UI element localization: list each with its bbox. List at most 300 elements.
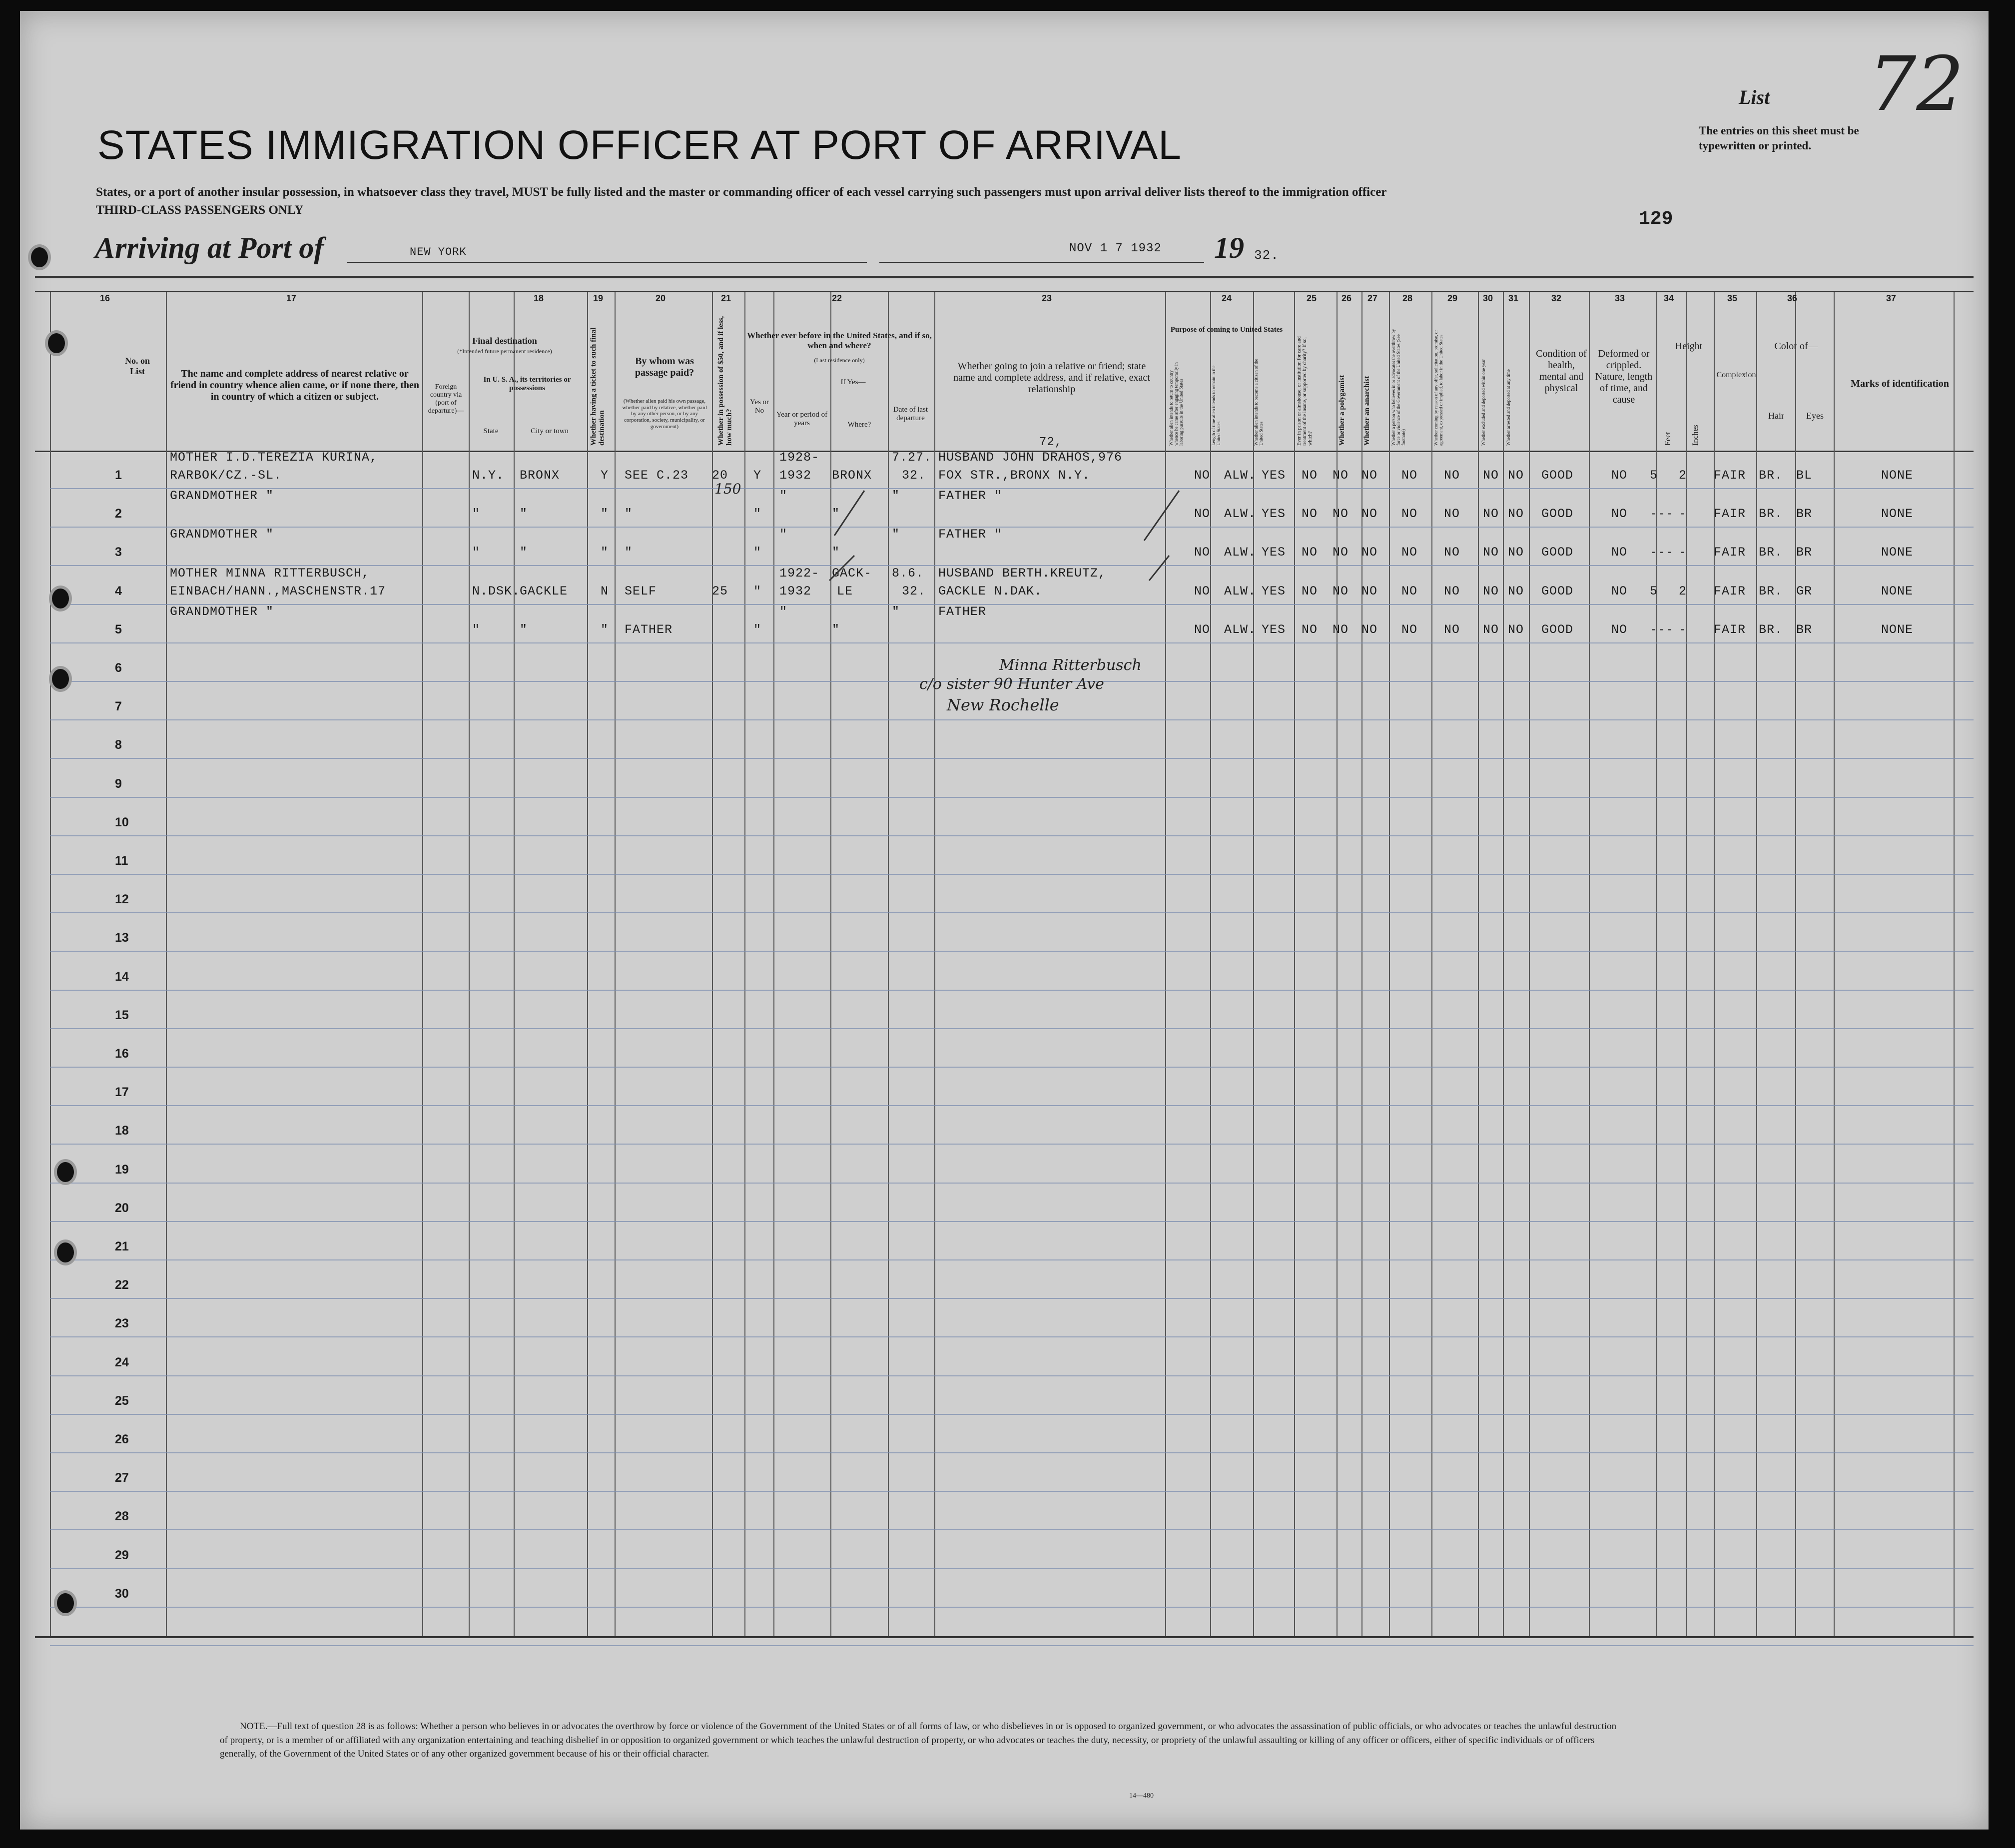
column-line <box>1294 292 1295 1636</box>
column-line <box>1478 292 1479 1636</box>
row-number: 11 <box>115 854 128 868</box>
table-top-border <box>35 276 1974 278</box>
column-number: 29 <box>1447 293 1458 303</box>
row-number: 13 <box>115 931 129 945</box>
column-line <box>1210 292 1211 1636</box>
header-by-whom-note: (Whether alien paid his own passage, whether paid by relative, whether paid by any other person, or by any corporation, society, municipality, or government) <box>622 398 707 430</box>
column-line <box>469 292 470 1636</box>
cell-marks: NONE <box>1881 468 1914 483</box>
list-label: List <box>1739 86 1770 108</box>
cell-c24b: ALW. <box>1224 507 1257 522</box>
cell-join1: HUSBAND JOHN DRAHOS,976 <box>938 450 1123 465</box>
cell-years1: " <box>779 489 788 504</box>
cell-comp: FAIR <box>1714 507 1746 522</box>
cell-c26: NO <box>1333 584 1349 599</box>
column-number: 28 <box>1402 293 1413 303</box>
cell-inch: - <box>1679 507 1687 522</box>
cell-marks: NONE <box>1881 507 1914 522</box>
header-ever-before: Whether ever before in the United States, and if so, when and where? <box>747 331 932 350</box>
cell-state: " <box>472 545 481 560</box>
cell-join1: FATHER " <box>938 489 1003 504</box>
header-inches: Inches <box>1691 425 1700 446</box>
cell-c29: NO <box>1444 584 1460 599</box>
cell-c25: NO <box>1302 507 1318 522</box>
row-line <box>50 1529 1974 1530</box>
row-number: 26 <box>115 1432 129 1446</box>
cell-feet: --- <box>1650 507 1674 522</box>
column-line <box>1834 292 1835 1636</box>
header-in-usa: In U. S. A., its territories or possessions <box>483 376 571 393</box>
row-number: 1 <box>115 468 122 482</box>
header-joining-mark: 72, <box>1039 436 1063 449</box>
column-line <box>587 292 588 1636</box>
header-ever-before-note: (Last residence only) <box>814 357 865 364</box>
header-prison: Ever in prison or almshouse, or institution for care and treatment of the insane, or supported by charity? If so, which? <box>1297 336 1313 446</box>
column-line <box>1756 292 1757 1636</box>
row-line <box>50 1298 1974 1299</box>
cell-c30: NO <box>1483 622 1499 637</box>
cell-c28: NO <box>1401 507 1418 522</box>
cell-yn: " <box>753 545 762 560</box>
cell-where: " <box>832 545 840 560</box>
cell-dep1: 8.6. <box>892 566 924 581</box>
page-number: 129 <box>1639 208 1673 230</box>
header-complexion: Complexion <box>1716 371 1756 379</box>
cell-rel1: MOTHER I.D.TEREZIA KURINA, <box>170 450 378 465</box>
handwritten-money: 150 <box>714 481 741 497</box>
row-line <box>50 1375 1974 1376</box>
cell-hair: BR. <box>1759 468 1783 483</box>
cell-c28: NO <box>1401 622 1418 637</box>
row-number: 6 <box>115 661 122 675</box>
header-city: City or town <box>531 427 569 435</box>
cell-where2: LE <box>837 584 853 599</box>
row-line <box>50 1568 1974 1569</box>
cell-dep1: " <box>892 527 900 542</box>
cell-money: 20 <box>712 468 728 483</box>
cell-years1: 1928- <box>779 450 820 465</box>
typewritten-note: The entries on this sheet must be typewritten or printed. <box>1699 124 1859 152</box>
column-number: 35 <box>1727 293 1738 303</box>
cell-c32: GOOD <box>1541 507 1574 522</box>
column-line <box>50 292 51 1636</box>
row-line <box>50 604 1974 605</box>
cell-inch: 2 <box>1679 468 1687 483</box>
cell-comp: FAIR <box>1714 468 1746 483</box>
port-underline <box>347 262 867 263</box>
cell-c32: GOOD <box>1541 622 1574 637</box>
cell-eyes: GR <box>1796 584 1813 599</box>
row-line <box>50 874 1974 875</box>
cell-rel1: GRANDMOTHER " <box>170 527 274 542</box>
cell-hair: BR. <box>1759 545 1783 560</box>
column-number: 34 <box>1664 293 1674 303</box>
header-deformed: Deformed or crippled. Nature, length of time, and cause <box>1595 348 1653 405</box>
header-coming-offer: Whether coming by reason of any offer, solicitation, promise, or agreement, expressed or implied, to labor in the United States <box>1433 330 1443 446</box>
cell-city: " <box>520 545 528 560</box>
row-number: 4 <box>115 584 122 598</box>
column-line <box>1714 292 1715 1636</box>
column-number: 18 <box>534 293 544 303</box>
column-number: 31 <box>1508 293 1519 303</box>
cell-ticket: " <box>601 545 609 560</box>
row-number: 18 <box>115 1124 129 1138</box>
header-hair: Hair <box>1768 411 1784 421</box>
column-line <box>1589 292 1590 1636</box>
cell-rel1: GRANDMOTHER " <box>170 489 274 504</box>
row-number: 3 <box>115 545 122 560</box>
cell-where: " <box>832 507 840 522</box>
year-suffix: 32. <box>1254 248 1279 263</box>
check-marks <box>799 481 1199 591</box>
cell-c33: NO <box>1611 622 1628 637</box>
cell-city: " <box>520 507 528 522</box>
header-year-period: Year or period of years <box>776 411 828 428</box>
cell-c24a: NO <box>1194 507 1211 522</box>
cell-marks: NONE <box>1881 622 1914 637</box>
header-purpose-a: Whether alien intends to return to country whence he came after engaging temporarily in laboring pursuits in the United States <box>1169 362 1184 446</box>
column-line <box>1656 292 1657 1636</box>
row-number: 29 <box>115 1548 129 1562</box>
cell-c32: GOOD <box>1541 584 1574 599</box>
cell-state: " <box>472 507 481 522</box>
cell-yn: " <box>753 507 762 522</box>
cell-c24c: YES <box>1262 584 1286 599</box>
header-if-yes: If Yes— <box>840 378 866 386</box>
cell-c31: NO <box>1508 622 1524 637</box>
cell-yn: " <box>753 584 762 599</box>
cell-yn: Y <box>753 468 762 483</box>
row-number: 27 <box>115 1471 129 1485</box>
row-line <box>50 1336 1974 1337</box>
row-number: 10 <box>115 815 129 829</box>
row-line <box>50 912 1974 913</box>
row-number: 15 <box>115 1008 129 1022</box>
cell-dep1: 7.27. <box>892 450 932 465</box>
row-line <box>50 642 1974 643</box>
cell-ticket: Y <box>601 468 609 483</box>
cell-paid: " <box>625 545 633 560</box>
row-line <box>50 1144 1974 1145</box>
header-anarchist: Whether an anarchist <box>1363 376 1371 446</box>
cell-paid: FATHER <box>625 622 673 637</box>
cell-city: " <box>520 622 528 637</box>
handwritten-city: New Rochelle <box>947 695 1059 714</box>
form-number: 14—480 <box>1129 1792 1154 1800</box>
row-line <box>50 1028 1974 1029</box>
date-stamp: NOV 1 7 1932 <box>1069 242 1162 255</box>
column-number: 17 <box>286 293 297 303</box>
column-line <box>1361 292 1362 1636</box>
column-number: 32 <box>1551 293 1562 303</box>
cell-c31: NO <box>1508 584 1524 599</box>
row-line <box>50 1183 1974 1184</box>
cell-c27: NO <box>1361 468 1378 483</box>
cell-marks: NONE <box>1881 584 1914 599</box>
cell-eyes: BR <box>1796 545 1813 560</box>
row-number: 8 <box>115 738 122 752</box>
cell-c26: NO <box>1333 507 1349 522</box>
cell-city: GACKLE <box>520 584 568 599</box>
binder-hole <box>31 247 48 267</box>
binder-hole <box>57 1162 74 1182</box>
row-number: 2 <box>115 507 122 521</box>
row-number: 14 <box>115 969 129 984</box>
column-number: 30 <box>1483 293 1493 303</box>
cell-c28: NO <box>1401 584 1418 599</box>
cell-where: GACK- <box>832 566 872 581</box>
footnote: NOTE.—Full text of question 28 is as follows: Whether a person who believes in or advocates the overthrow by force or violence of the Government of the United States or of all forms of law, or who disbelieves in or is opposed to organized government, or who advocates the assassination of public officials, or who advocates or teaches the unlawful destruction of property, or is a member of or affiliated with any organization entertaining and teaching disbelief in or opposition to organized government or which teaches the unlawful destruction of property, or who advocates or teaches the duty, necessity, or propriety of the unlawful assaulting or killing of any officer or officers, either of specific individuals or of officers generally, of the Government of the United States or of any other organized government because of his or their official character. <box>220 1721 1617 1760</box>
cell-join1: FATHER <box>938 604 987 619</box>
row-line <box>50 719 1974 720</box>
header-by-whom: By whom was passage paid? <box>635 356 694 378</box>
column-number: 19 <box>593 293 604 303</box>
header-joining: Whether going to join a relative or friend; state name and complete address, and if relative, exact relationship <box>953 361 1150 395</box>
cell-c24c: YES <box>1262 622 1286 637</box>
cell-years1: " <box>779 604 788 619</box>
cell-c33: NO <box>1611 545 1628 560</box>
column-line <box>1529 292 1530 1636</box>
header-purpose-c: Whether alien intends to become a citizen of the United States <box>1254 359 1264 446</box>
cell-state: N.DSK. <box>472 584 521 599</box>
cell-feet: 5 <box>1650 468 1658 483</box>
row-number: 19 <box>115 1162 129 1177</box>
row-number: 20 <box>115 1201 129 1215</box>
column-line <box>1253 292 1254 1636</box>
cell-yn: " <box>753 622 762 637</box>
row-number: 12 <box>115 892 129 907</box>
cell-c29: NO <box>1444 507 1460 522</box>
column-line <box>514 292 515 1636</box>
column-line <box>1389 292 1390 1636</box>
cell-join2: GACKLE N.DAK. <box>938 584 1043 599</box>
cell-c29: NO <box>1444 622 1460 637</box>
header-ticket: Whether having a ticket to such final destination <box>590 327 606 446</box>
header-eyes: Eyes <box>1806 411 1824 421</box>
cell-comp: FAIR <box>1714 584 1746 599</box>
row-number: 9 <box>115 776 122 791</box>
row-line <box>50 1491 1974 1492</box>
cell-c24c: YES <box>1262 507 1286 522</box>
column-number: 20 <box>656 293 666 303</box>
row-number: 17 <box>115 1085 129 1100</box>
cell-rel2: RARBOK/CZ.-SL. <box>170 468 282 483</box>
row-line <box>50 1105 1974 1106</box>
column-number: 25 <box>1307 293 1317 303</box>
cell-c24c: YES <box>1262 468 1286 483</box>
column-line <box>1503 292 1504 1636</box>
row-line <box>50 1221 1974 1222</box>
binder-hole <box>57 1593 74 1613</box>
cell-years1: 1922- <box>779 566 820 581</box>
row-line <box>50 1414 1974 1415</box>
cell-c28: NO <box>1401 545 1418 560</box>
cell-inch: - <box>1679 622 1687 637</box>
header-purpose-b: Length of time alien intends to remain in the United States <box>1211 365 1221 446</box>
cell-dep2: 32. <box>902 584 926 599</box>
cell-c33: NO <box>1611 468 1628 483</box>
header-final-destination: Final destination <box>472 336 537 346</box>
year-prefix: 19 <box>1214 231 1244 264</box>
cell-eyes: BR <box>1796 622 1813 637</box>
cell-ticket: " <box>601 507 609 522</box>
cell-money: 25 <box>712 584 728 599</box>
cell-c25: NO <box>1302 545 1318 560</box>
header-marks: Marks of identification <box>1851 378 1949 389</box>
cell-hair: BR. <box>1759 507 1783 522</box>
column-line <box>1431 292 1432 1636</box>
cell-dep1: " <box>892 604 900 619</box>
cell-where: " <box>832 622 840 637</box>
cell-c24b: ALW. <box>1224 545 1257 560</box>
cell-c32: GOOD <box>1541 468 1574 483</box>
cell-c24a: NO <box>1194 468 1211 483</box>
date-underline <box>879 262 1204 263</box>
cell-c30: NO <box>1483 468 1499 483</box>
cell-hair: BR. <box>1759 584 1783 599</box>
cell-eyes: BR <box>1796 507 1813 522</box>
cell-c31: NO <box>1508 545 1524 560</box>
header-purpose: Purpose of coming to United States <box>1170 326 1283 334</box>
row-number: 7 <box>115 699 122 714</box>
row-line <box>50 1067 1974 1068</box>
cell-inch: 2 <box>1679 584 1687 599</box>
column-line <box>1954 292 1955 1636</box>
header-color-of: Color of— <box>1774 341 1818 352</box>
column-number: 26 <box>1342 293 1352 303</box>
cell-where: BRONX <box>832 468 872 483</box>
cell-c26: NO <box>1333 622 1349 637</box>
column-number: 21 <box>721 293 731 303</box>
class-note: THIRD-CLASS PASSENGERS ONLY <box>96 203 304 217</box>
column-number: 16 <box>100 293 110 303</box>
cell-c25: NO <box>1302 468 1318 483</box>
cell-c27: NO <box>1361 545 1378 560</box>
cell-c24a: NO <box>1194 545 1211 560</box>
cell-years2: 1932 <box>779 468 812 483</box>
column-line <box>166 292 167 1636</box>
header-feet: Feet <box>1664 432 1672 446</box>
row-line <box>50 951 1974 952</box>
cell-c30: NO <box>1483 545 1499 560</box>
arriving-label: Arriving at Port of <box>95 231 324 264</box>
cell-c24b: ALW. <box>1224 468 1257 483</box>
cell-comp: FAIR <box>1714 622 1746 637</box>
cell-c26: NO <box>1333 468 1349 483</box>
cell-comp: FAIR <box>1714 545 1746 560</box>
cell-inch: - <box>1679 545 1687 560</box>
cell-ticket: " <box>601 622 609 637</box>
row-number: 30 <box>115 1586 129 1601</box>
row-line <box>50 835 1974 836</box>
cell-ticket: N <box>601 584 609 599</box>
column-line <box>422 292 423 1636</box>
cell-c27: NO <box>1361 584 1378 599</box>
cell-state: N.Y. <box>472 468 505 483</box>
row-line <box>50 1452 1974 1453</box>
header-yes-no: Yes or No <box>749 398 769 415</box>
binder-hole <box>48 333 65 353</box>
cell-rel2: EINBACH/HANN.,MASCHENSTR.17 <box>170 584 386 599</box>
header-state: State <box>483 427 499 435</box>
header-where: Where? <box>847 421 871 429</box>
cell-c27: NO <box>1361 622 1378 637</box>
cell-c29: NO <box>1444 468 1460 483</box>
header-possession: Whether in possession of $50, and if less, how much? <box>717 316 733 446</box>
cell-years2: 1932 <box>779 584 812 599</box>
column-line <box>1795 292 1796 1636</box>
header-overthrow: Whether a person who believes in or advocates the overthrow by force or violence of the Government of the United States (See footnote) <box>1391 329 1406 446</box>
cell-eyes: BL <box>1796 468 1813 483</box>
cell-c32: GOOD <box>1541 545 1574 560</box>
column-line <box>615 292 616 1636</box>
cell-c29: NO <box>1444 545 1460 560</box>
cell-feet: 5 <box>1650 584 1658 599</box>
cell-c27: NO <box>1361 507 1378 522</box>
cell-c30: NO <box>1483 507 1499 522</box>
binder-hole <box>57 1242 74 1262</box>
cell-join2: FOX STR.,BRONX N.Y. <box>938 468 1091 483</box>
cell-c24a: NO <box>1194 622 1211 637</box>
row-number: 21 <box>115 1239 129 1253</box>
cell-c33: NO <box>1611 584 1628 599</box>
cell-c28: NO <box>1401 468 1418 483</box>
column-line <box>1686 292 1687 1636</box>
header-relative: The name and complete address of nearest relative or friend in country whence alien came, or if none there, then in country of which a citizen or subject. <box>170 368 420 402</box>
column-number: 24 <box>1222 293 1232 303</box>
cell-dep1: " <box>892 489 900 504</box>
row-line <box>50 1607 1974 1608</box>
cell-rel1: MOTHER MINNA RITTERBUSCH, <box>170 566 370 581</box>
cell-feet: --- <box>1650 545 1674 560</box>
page-title: STATES IMMIGRATION OFFICER AT PORT OF ARRIVAL <box>97 122 1182 168</box>
cell-join1: FATHER " <box>938 527 1003 542</box>
column-number: 27 <box>1367 293 1378 303</box>
cell-c30: NO <box>1483 584 1499 599</box>
cell-c26: NO <box>1333 545 1349 560</box>
cell-feet: --- <box>1650 622 1674 637</box>
column-line <box>712 292 713 1636</box>
row-line <box>50 990 1974 991</box>
handwritten-name: Minna Ritterbusch <box>999 656 1142 674</box>
row-line <box>50 758 1974 759</box>
list-number: 72 <box>1869 41 1964 128</box>
cell-dep2: 32. <box>902 468 926 483</box>
cell-hair: BR. <box>1759 622 1783 637</box>
manifest-sheet <box>20 11 1989 1830</box>
port-value: NEW YORK <box>410 246 467 258</box>
cell-c24b: ALW. <box>1224 622 1257 637</box>
header-foreign-country: Foreign country via (port of departure)— <box>428 383 464 415</box>
cell-marks: NONE <box>1881 545 1914 560</box>
cell-c31: NO <box>1508 468 1524 483</box>
row-line <box>50 797 1974 798</box>
column-line <box>1337 292 1338 1636</box>
column-line <box>744 292 745 1636</box>
binder-hole <box>52 669 69 689</box>
handwritten-address: c/o sister 90 Hunter Ave <box>919 675 1104 693</box>
column-number: 36 <box>1787 293 1798 303</box>
cell-paid: " <box>625 507 633 522</box>
binder-hole <box>52 589 69 609</box>
header-date-departure: Date of last departure <box>893 406 928 423</box>
header-polygamist: Whether a polygamist <box>1338 375 1346 446</box>
cell-paid: SELF <box>625 584 657 599</box>
cell-c24a: NO <box>1194 584 1211 599</box>
header-final-note: (*Intended future permanent residence) <box>457 348 552 355</box>
header-excluded: Whether excluded and deported within one year <box>1481 359 1486 446</box>
header-no-on-list: No. on List <box>124 356 150 376</box>
